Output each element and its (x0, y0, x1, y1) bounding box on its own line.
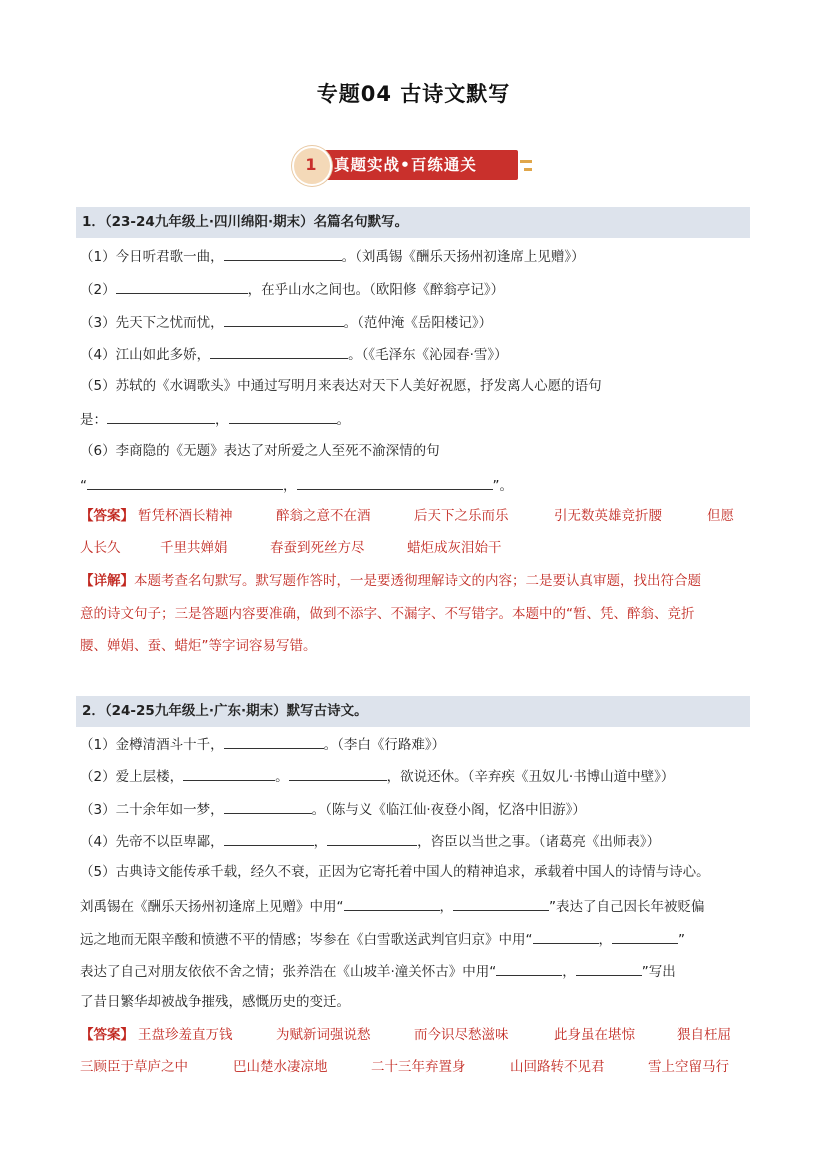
answer-item: 为赋新词强说愁 (276, 1027, 371, 1043)
q2-line-3 (80, 798, 586, 820)
answer-item: 醉翁之意不在酒 (276, 508, 371, 524)
q2-line-8 (80, 960, 676, 982)
page-title: 专题04 古诗文默写 (316, 82, 511, 106)
answer-blank (107, 408, 215, 424)
banner-number: 1 (305, 155, 317, 174)
answer-blank (224, 798, 312, 814)
answer-item: 而今识尽愁滋味 (414, 1027, 509, 1043)
q1-line-2 (80, 278, 504, 300)
answer-blank (224, 245, 342, 261)
answer-item: 蜡炬成灰泪始干 (407, 540, 502, 556)
answer-item: 此身虽在堪惊 (554, 1027, 635, 1043)
q1-line-4 (80, 343, 508, 365)
question-2-heading: 2．（24-25九年级上·广东·期末）默写古诗文。 (76, 696, 750, 727)
q1-text: （2） (80, 282, 116, 298)
q2-text: 。（李白《行路难》） (323, 737, 446, 753)
q1-text: 。（范仲淹《岳阳楼记》） (343, 315, 493, 331)
q1-text: 。（刘禹锡《酬乐天扬州初逢席上见赠》） (341, 249, 585, 265)
answer-item: 巴山楚水凄凉地 (233, 1059, 328, 1075)
answer-label: 【答案】 (80, 1027, 134, 1043)
q1-answer-row-1 (80, 506, 740, 526)
q2-answer-row-2 (80, 1057, 740, 1077)
answer-item: 二十三年弃置身 (371, 1059, 466, 1075)
q1-answer-row-2 (80, 538, 740, 558)
q1-line-7: （6）李商隐的《无题》表达了对所爱之人至死不渝深情的句 (80, 443, 440, 459)
question-1-heading: 1．（23-24九年级上·四川绵阳·期末）名篇名句默写。 (76, 207, 750, 238)
q1-line-5: （5）苏轼的《水调歌头》中通过写明月来表达对天下人美好祝愿，抒发离人心愿的语句 (80, 378, 602, 394)
answer-item: 暂凭杯酒长精神 (138, 508, 233, 524)
q2-text: ， (598, 932, 612, 948)
q2-text: 刘禹锡在《酬乐天扬州初逢席上见赠》中用“ (80, 899, 344, 915)
q2-text: ， (562, 964, 576, 980)
q1-line-6 (80, 408, 350, 430)
answer-item: 猥自枉屈 (677, 1027, 731, 1043)
q2-text: （4）先帝不以臣卑鄙， (80, 834, 224, 850)
answer-blank (224, 733, 324, 749)
q2-text: 。 (275, 769, 289, 785)
section-banner (292, 146, 532, 184)
answer-blank (453, 895, 549, 911)
q2-line-9: 了昔日繁华却被战争摧残，感慨历史的变迁。 (80, 994, 350, 1010)
q1-text: 。 (336, 412, 350, 428)
q2-text: ，咨臣以当世之事。（诸葛亮《出师表》） (417, 834, 661, 850)
q1-line-1 (80, 245, 585, 267)
q1-detail-line-1 (80, 571, 701, 591)
q2-line-5: （5）古典诗文能传承千载，经久不衰，正因为它寄托着中国人的精神追求，承载着中国人的诗情与诗心。 (80, 864, 710, 880)
answer-blank (576, 960, 642, 976)
q1-text: ”。 (492, 478, 513, 494)
answer-item: 后天下之乐而乐 (414, 508, 509, 524)
q1-detail-line-2: 意的诗文句子；三是答题内容要准确，做到不添字、不漏字、不写错字。本题中的“暂、凭、醉翁、竞折 (80, 606, 695, 622)
q2-text: ， (439, 899, 453, 915)
q2-line-6 (80, 895, 705, 917)
q1-text: （4）江山如此多娇， (80, 347, 211, 363)
answer-item: 王盘珍羞直万钱 (138, 1027, 233, 1043)
answer-blank (289, 765, 387, 781)
answer-item: 但愿 (707, 508, 734, 524)
answer-blank (87, 474, 283, 490)
q1-text: 。（《毛泽东《沁园春·雪》） (348, 347, 508, 363)
q1-detail-line-3: 腰、婵娟、蚕、蜡炬”等字词容易写错。 (80, 638, 317, 654)
detail-text: 本题考查名句默写。默写题作答时，一是要透彻理解诗文的内容；二是要认真审题，找出符合题 (134, 573, 701, 589)
q1-text: ，在乎山水之间也。（欧阳修《醉翁亭记》） (247, 282, 505, 298)
q2-line-7 (80, 928, 685, 950)
answer-blank (183, 765, 275, 781)
q2-text: 表达了自己对朋友依依不舍之情；张养浩在《山坡羊·潼关怀古》中用“ (80, 964, 497, 980)
answer-item: 雪上空留马行 (648, 1059, 729, 1075)
answer-blank (344, 895, 440, 911)
q1-text: （3）先天下之忧而忧， (80, 315, 224, 331)
answer-item: 引无数英雄竞折腰 (554, 508, 662, 524)
answer-blank (297, 474, 493, 490)
q1-line-3 (80, 311, 492, 333)
answer-blank (496, 960, 562, 976)
q1-line-8 (80, 474, 513, 496)
q2-text: ”表达了自己因长年被贬偏 (549, 899, 705, 915)
q2-text: 远之地而无限辛酸和愤懑不平的情感；岑参在《白雪歌送武判官归京》中用“ (80, 932, 533, 948)
q2-line-1 (80, 733, 445, 755)
q2-text: ”写出 (641, 964, 676, 980)
q1-text: “ (80, 478, 87, 494)
answer-label: 【答案】 (80, 508, 134, 524)
answer-blank (224, 830, 314, 846)
q2-line-2 (80, 765, 674, 787)
detail-label: 【详解】 (80, 573, 134, 589)
q2-text: ，欲说还休。（辛弃疾《丑奴儿·书博山道中壁》） (386, 769, 675, 785)
answer-blank (116, 278, 248, 294)
q2-text: ” (678, 932, 685, 948)
q2-text: （3）二十余年如一梦， (80, 802, 224, 818)
q1-text: 是： (80, 412, 107, 428)
q2-text: （1）金樽清酒斗十千， (80, 737, 224, 753)
banner-decoration (524, 168, 532, 171)
answer-blank (210, 343, 348, 359)
answer-item: 三顾臣于草庐之中 (80, 1059, 188, 1075)
answer-blank (229, 408, 337, 424)
answer-item: 春蚕到死丝方尽 (270, 540, 365, 556)
answer-item: 人长久 (80, 540, 121, 556)
q1-text: ， (283, 478, 297, 494)
answer-blank (612, 928, 678, 944)
q2-line-4 (80, 830, 660, 852)
q1-text: ， (215, 412, 229, 428)
q2-answer-row-1 (80, 1025, 740, 1045)
q2-text: ， (313, 834, 328, 850)
q2-text: （2）爱上层楼， (80, 769, 184, 785)
answer-blank (327, 830, 417, 846)
banner-decoration (520, 160, 532, 163)
q1-text: （1）今日听君歌一曲， (80, 249, 224, 265)
answer-item: 山回路转不见君 (510, 1059, 605, 1075)
banner-label: 真题实战•百练通关 (334, 156, 477, 174)
answer-blank (533, 928, 599, 944)
q2-text: 。（陈与义《临江仙·夜登小阁，忆洛中旧游》） (311, 802, 586, 818)
answer-blank (224, 311, 344, 327)
answer-item: 千里共婵娟 (160, 540, 228, 556)
